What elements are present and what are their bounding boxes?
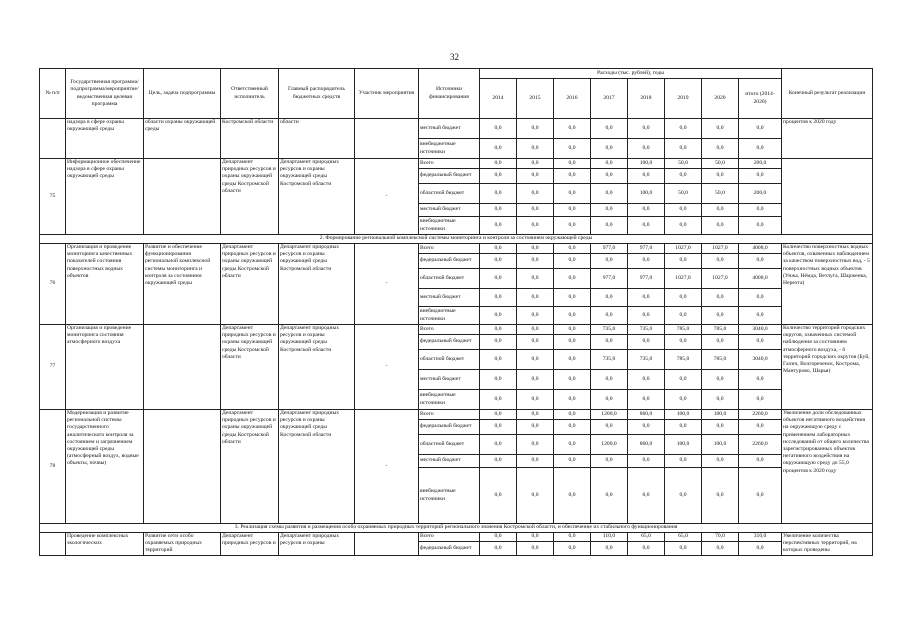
amount-cell: 0,0 (739, 139, 782, 159)
manager-cell: Департамент природных ресурсов и охраны окружающей среды Костромской области (279, 410, 355, 524)
amount-cell: 0,0 (480, 244, 517, 254)
col-header-year: 2017 (591, 79, 628, 119)
amount-cell: 0,0 (628, 370, 665, 390)
amount-cell: 0,0 (480, 542, 517, 556)
amount-cell: 0,0 (665, 335, 702, 350)
amount-cell: 0,0 (480, 184, 517, 204)
amount-cell: 0,0 (591, 370, 628, 390)
source-label: федеральный бюджет (419, 335, 480, 350)
amount-cell: 0,0 (554, 325, 591, 335)
amount-cell: 50,0 (702, 184, 739, 204)
amount-cell: 0,0 (554, 184, 591, 204)
amount-cell: 0,0 (517, 335, 554, 350)
amount-cell: 0,0 (591, 184, 628, 204)
amount-cell: 65,0 (628, 533, 665, 542)
responsible-cell: Департамент природных ресурсов и (221, 533, 279, 556)
source-label: Всего (419, 159, 480, 169)
amount-cell: 977,0 (628, 244, 665, 254)
goal-cell: области охраны окружающей среды (144, 119, 221, 159)
amount-cell: 0,0 (628, 542, 665, 556)
amount-cell: 735,0 (628, 350, 665, 370)
amount-cell: 0,0 (628, 119, 665, 139)
amount-cell: 0,0 (517, 169, 554, 184)
responsible-cell: Департамент природных ресурсов и охраны окружающей среды Костромской области (221, 244, 279, 325)
program-cell: Информационное обеспечение надзора в сфере охраны окружающей среды (66, 159, 144, 235)
amount-cell: 0,0 (591, 335, 628, 350)
amount-cell: 50,0 (665, 184, 702, 204)
amount-cell: 0,0 (517, 468, 554, 524)
goal-cell (144, 159, 221, 235)
amount-cell: 0,0 (554, 254, 591, 269)
source-label: областной бюджет (419, 435, 480, 455)
amount-cell: 0,0 (739, 455, 782, 468)
amount-cell: 735,0 (628, 325, 665, 335)
amount-cell: 0,0 (554, 139, 591, 159)
source-label: федеральный бюджет (419, 254, 480, 269)
manager-cell: Департамент природных ресурсов и охраны окружающей среды Костромской области (279, 325, 355, 410)
amount-cell: 0,0 (554, 289, 591, 307)
amount-cell: 0,0 (480, 119, 517, 139)
amount-cell: 0,0 (739, 204, 782, 217)
amount-cell: 860,0 (628, 435, 665, 455)
row-number: 78 (40, 410, 66, 524)
amount-cell: 0,0 (517, 244, 554, 254)
amount-cell: 0,0 (480, 325, 517, 335)
amount-cell: 0,0 (480, 335, 517, 350)
amount-cell: 1200,0 (591, 435, 628, 455)
amount-cell: 0,0 (702, 455, 739, 468)
amount-cell: 4008,0 (739, 244, 782, 254)
amount-cell: 0,0 (628, 217, 665, 235)
amount-cell: 0,0 (665, 307, 702, 325)
source-label: федеральный бюджет (419, 420, 480, 435)
amount-cell: 0,0 (628, 139, 665, 159)
result-cell: процентов к 2020 году (782, 119, 873, 159)
amount-cell: 0,0 (517, 390, 554, 410)
page-number: 32 (450, 52, 459, 62)
amount-cell: 0,0 (591, 119, 628, 139)
amount-cell: 0,0 (591, 455, 628, 468)
amount-cell: 0,0 (665, 139, 702, 159)
amount-cell: 785,0 (665, 350, 702, 370)
amount-cell: 0,0 (517, 435, 554, 455)
amount-cell: 735,0 (591, 350, 628, 370)
amount-cell: 0,0 (554, 390, 591, 410)
col-header-year: 2016 (554, 79, 591, 119)
source-label: местный бюджет (419, 455, 480, 468)
amount-cell: 0,0 (739, 335, 782, 350)
amount-cell: 0,0 (554, 455, 591, 468)
amount-cell: 0,0 (554, 533, 591, 542)
amount-cell: 0,0 (739, 289, 782, 307)
amount-cell: 0,0 (517, 420, 554, 435)
amount-cell: 0,0 (665, 390, 702, 410)
amount-cell: 0,0 (665, 254, 702, 269)
amount-cell: 0,0 (480, 217, 517, 235)
amount-cell: 0,0 (591, 420, 628, 435)
amount-cell: 0,0 (554, 335, 591, 350)
amount-cell: 0,0 (702, 119, 739, 139)
col-header-year: 2015 (517, 79, 554, 119)
amount-cell: 1027,0 (702, 244, 739, 254)
amount-cell: 0,0 (517, 350, 554, 370)
source-label: местный бюджет (419, 204, 480, 217)
amount-cell: 0,0 (739, 370, 782, 390)
col-header-total: итого (2014-2020) (739, 79, 782, 119)
amount-cell: 0,0 (554, 468, 591, 524)
amount-cell: 0,0 (554, 542, 591, 556)
amount-cell: 0,0 (517, 217, 554, 235)
amount-cell: 0,0 (480, 468, 517, 524)
amount-cell: 0,0 (665, 204, 702, 217)
result-cell: Увеличение количества перспективных территорий, на которых проведены (782, 533, 873, 556)
amount-cell: 0,0 (554, 217, 591, 235)
amount-cell: 0,0 (517, 325, 554, 335)
col-header-result: Конечный результат реализации (782, 69, 873, 119)
source-label: Всего (419, 410, 480, 420)
amount-cell: 70,0 (702, 533, 739, 542)
section-title: 3. Реализация схемы развития и размещения особо охраняемых природных территорий регионального значения Костромской области, и обеспечение их стабильного функционирования (40, 524, 873, 533)
amount-cell: 0,0 (554, 420, 591, 435)
source-label: Всего (419, 533, 480, 542)
amount-cell: 100,0 (665, 435, 702, 455)
program-cell: Модернизация и развитие региональной системы государственного аналитического контроля за состоянием и загрязнением окружающей среды (атмосферный воздух, водные объекты, почвы) (66, 410, 144, 524)
amount-cell: 0,0 (702, 335, 739, 350)
source-label: федеральный бюджет (419, 169, 480, 184)
amount-cell: 0,0 (702, 420, 739, 435)
manager-cell: Департамент природных ресурсов и охраны окружающей среды Костромской области (279, 244, 355, 325)
program-cell: Организация и проведение мониторинга качественных показателей состояния поверхностных водных объектов (66, 244, 144, 325)
amount-cell: 0,0 (517, 542, 554, 556)
table-row (40, 159, 873, 169)
manager-cell: Департамент природных ресурсов и охраны (279, 533, 355, 556)
amount-cell: 0,0 (739, 254, 782, 269)
amount-cell: 65,0 (665, 533, 702, 542)
amount-cell: 0,0 (628, 335, 665, 350)
participant-cell: - (355, 325, 419, 410)
amount-cell: 0,0 (628, 420, 665, 435)
amount-cell: 100,0 (665, 410, 702, 420)
amount-cell: 0,0 (554, 435, 591, 455)
amount-cell: 0,0 (591, 139, 628, 159)
amount-cell: 0,0 (702, 542, 739, 556)
table-row (40, 244, 873, 254)
amount-cell: 0,0 (591, 468, 628, 524)
responsible-cell: Департамент природных ресурсов и охраны окружающей среды Костромской области (221, 325, 279, 410)
amount-cell: 785,0 (702, 350, 739, 370)
amount-cell: 0,0 (517, 307, 554, 325)
amount-cell: 0,0 (628, 204, 665, 217)
amount-cell: 0,0 (739, 420, 782, 435)
col-header-program: Государственная программа/подпрограмма/мероприятие/ведомственная целевая программа (66, 69, 144, 119)
responsible-cell: Костромской области (221, 119, 279, 159)
amount-cell: 200,0 (739, 159, 782, 169)
source-label: областной бюджет (419, 350, 480, 370)
empty-cell (40, 119, 66, 159)
table-row (40, 533, 873, 542)
result-cell: Количество поверхностных водных объектов, охваченных наблюдением за качеством поверхностных вод, - 5 поверхностных водных объектов (Унжа, Нёмда, Ветлуга, Шарженка, Нерехта) (782, 244, 873, 325)
amount-cell: 0,0 (665, 169, 702, 184)
goal-cell (144, 410, 221, 524)
amount-cell: 0,0 (517, 410, 554, 420)
amount-cell: 0,0 (517, 269, 554, 289)
amount-cell: 860,0 (628, 410, 665, 420)
amount-cell: 3040,0 (739, 325, 782, 335)
amount-cell: 0,0 (591, 254, 628, 269)
row-number: 76 (40, 244, 66, 325)
amount-cell: 0,0 (480, 139, 517, 159)
amount-cell: 0,0 (480, 370, 517, 390)
amount-cell: 0,0 (554, 307, 591, 325)
amount-cell: 0,0 (480, 159, 517, 169)
amount-cell: 0,0 (554, 350, 591, 370)
amount-cell: 100,0 (628, 159, 665, 169)
amount-cell: 0,0 (739, 169, 782, 184)
responsible-cell: Департамент природных ресурсов и охраны окружающей среды Костромской области (221, 159, 279, 235)
participant-cell: - (355, 410, 419, 524)
amount-cell: 0,0 (739, 542, 782, 556)
source-label: внебюджетные источники (419, 139, 480, 159)
amount-cell: 0,0 (739, 119, 782, 139)
amount-cell: 0,0 (628, 390, 665, 410)
col-header-year: 2020 (702, 79, 739, 119)
amount-cell: 0,0 (591, 204, 628, 217)
row-number: 75 (40, 159, 66, 235)
amount-cell: 0,0 (628, 455, 665, 468)
program-cell: Проведение комплексных экологических (66, 533, 144, 556)
col-header-responsible: Ответственный исполнитель (221, 69, 279, 119)
amount-cell: 977,0 (591, 269, 628, 289)
amount-cell: 0,0 (480, 269, 517, 289)
amount-cell: 110,0 (591, 533, 628, 542)
amount-cell: 0,0 (517, 119, 554, 139)
amount-cell: 0,0 (480, 420, 517, 435)
amount-cell: 785,0 (665, 325, 702, 335)
amount-cell: 0,0 (517, 455, 554, 468)
amount-cell: 977,0 (628, 269, 665, 289)
amount-cell: 0,0 (702, 139, 739, 159)
amount-cell: 0,0 (739, 217, 782, 235)
section-row (40, 524, 873, 533)
amount-cell: 100,0 (702, 410, 739, 420)
result-cell (782, 159, 873, 235)
col-header-year: 2014 (480, 79, 517, 119)
amount-cell: 0,0 (665, 217, 702, 235)
amount-cell: 0,0 (517, 370, 554, 390)
amount-cell: 100,0 (628, 184, 665, 204)
amount-cell: 0,0 (517, 254, 554, 269)
amount-cell: 0,0 (702, 217, 739, 235)
amount-cell: 0,0 (480, 435, 517, 455)
col-header-goal: Цель, задача подпрограммы (144, 69, 221, 119)
amount-cell: 4008,0 (739, 269, 782, 289)
source-label: федеральный бюджет (419, 542, 480, 556)
amount-cell: 50,0 (702, 159, 739, 169)
amount-cell: 0,0 (665, 370, 702, 390)
amount-cell: 0,0 (702, 307, 739, 325)
amount-cell: 0,0 (554, 370, 591, 390)
amount-cell: 0,0 (591, 289, 628, 307)
table-row (40, 119, 873, 139)
amount-cell: 1200,0 (591, 410, 628, 420)
amount-cell: 1027,0 (702, 269, 739, 289)
amount-cell: 0,0 (554, 159, 591, 169)
amount-cell: 0,0 (517, 289, 554, 307)
amount-cell: 1027,0 (665, 269, 702, 289)
goal-cell: Развитие и обеспечение функционирования региональной комплексной системы мониторинга и контроля за состоянием окружающей среды (144, 244, 221, 325)
amount-cell: 0,0 (702, 370, 739, 390)
amount-cell: 1027,0 (665, 244, 702, 254)
participant-cell: - (355, 244, 419, 325)
col-header-sources: Источники финансирования (419, 69, 480, 119)
responsible-cell: Департамент природных ресурсов и охраны окружающей среды Костромской области (221, 410, 279, 524)
amount-cell: 0,0 (480, 204, 517, 217)
budget-table (39, 68, 873, 556)
source-label: областной бюджет (419, 269, 480, 289)
amount-cell: 0,0 (480, 254, 517, 269)
source-label: местный бюджет (419, 289, 480, 307)
amount-cell: 0,0 (702, 468, 739, 524)
amount-cell: 0,0 (517, 184, 554, 204)
amount-cell: 0,0 (702, 204, 739, 217)
program-cell: Организация и проведение мониторинга состояния атмосферного воздуха (66, 325, 144, 410)
amount-cell: 0,0 (554, 169, 591, 184)
amount-cell: 0,0 (554, 269, 591, 289)
amount-cell: 735,0 (591, 325, 628, 335)
amount-cell: 0,0 (665, 455, 702, 468)
source-label: местный бюджет (419, 370, 480, 390)
amount-cell: 0,0 (665, 468, 702, 524)
goal-cell: Развитие сети особо охраняемых природных территорий (144, 533, 221, 556)
participant-cell: - (355, 159, 419, 235)
amount-cell: 0,0 (739, 390, 782, 410)
amount-cell: 0,0 (665, 420, 702, 435)
amount-cell: 0,0 (554, 119, 591, 139)
amount-cell: 0,0 (702, 169, 739, 184)
amount-cell: 0,0 (591, 307, 628, 325)
result-cell: Увеличение доли обследованных объектов негативного воздействия на окружающую среду с применением лабораторных исследований от общего количества зарегистрированных объектов негативного воздействия на окружающую среду до 55,0 процентов к 2020 году (782, 410, 873, 524)
amount-cell: 0,0 (480, 533, 517, 542)
col-header-year: 2019 (665, 79, 702, 119)
amount-cell: 0,0 (517, 139, 554, 159)
amount-cell: 0,0 (739, 468, 782, 524)
amount-cell: 200,0 (739, 184, 782, 204)
empty-cell (355, 533, 419, 556)
amount-cell: 0,0 (591, 169, 628, 184)
amount-cell: 0,0 (591, 390, 628, 410)
amount-cell: 977,0 (591, 244, 628, 254)
amount-cell: 0,0 (628, 307, 665, 325)
source-label: внебюджетные источники (419, 468, 480, 524)
source-label: Всего (419, 244, 480, 254)
col-header-year: 2018 (628, 79, 665, 119)
amount-cell: 3040,0 (739, 350, 782, 370)
amount-cell: 50,0 (665, 159, 702, 169)
amount-cell: 0,0 (480, 289, 517, 307)
program-cell: надзора в сфере охраны окружающей среды (66, 119, 144, 159)
empty-cell (40, 533, 66, 556)
amount-cell: 0,0 (702, 289, 739, 307)
amount-cell: 0,0 (554, 244, 591, 254)
amount-cell: 0,0 (517, 533, 554, 542)
amount-cell: 0,0 (517, 159, 554, 169)
amount-cell: 2260,0 (739, 435, 782, 455)
source-label: внебюджетные источники (419, 307, 480, 325)
amount-cell: 0,0 (628, 289, 665, 307)
empty-cell (355, 119, 419, 159)
amount-cell: 0,0 (739, 307, 782, 325)
amount-cell: 0,0 (480, 410, 517, 420)
amount-cell: 0,0 (628, 254, 665, 269)
col-header-no: № п/п (40, 69, 66, 119)
source-label: Всего (419, 325, 480, 335)
col-header-participant: Участник мероприятия (355, 69, 419, 119)
amount-cell: 0,0 (591, 159, 628, 169)
amount-cell: 0,0 (628, 468, 665, 524)
amount-cell: 0,0 (480, 455, 517, 468)
amount-cell: 0,0 (665, 542, 702, 556)
table-row (40, 410, 873, 420)
col-header-expenses: Расходы (тыс. рублей), годы (480, 69, 782, 79)
amount-cell: 0,0 (628, 169, 665, 184)
amount-cell: 0,0 (480, 390, 517, 410)
amount-cell: 100,0 (702, 435, 739, 455)
row-number: 77 (40, 325, 66, 410)
amount-cell: 0,0 (480, 169, 517, 184)
manager-cell: области (279, 119, 355, 159)
section-title: 2. Формирование региональной комплексной системы мониторинга и контроля за состоянием окружающей среды (40, 235, 873, 244)
amount-cell: 0,0 (665, 119, 702, 139)
source-label: внебюджетные источники (419, 390, 480, 410)
amount-cell: 0,0 (517, 204, 554, 217)
result-cell: Количество территорий городских округов, охваченных системой наблюдения за состоянием атмосферного воздуха, - 6 территорий городских округов (Буй, Галич, Волгореченск, Кострома, Мантурово, Шарья) (782, 325, 873, 410)
amount-cell: 0,0 (665, 289, 702, 307)
amount-cell: 0,0 (702, 254, 739, 269)
source-label: внебюджетные источники (419, 217, 480, 235)
amount-cell: 0,0 (591, 542, 628, 556)
amount-cell: 0,0 (554, 410, 591, 420)
amount-cell: 0,0 (480, 350, 517, 370)
manager-cell: Департамент природных ресурсов и охраны окружающей среды Костромской области (279, 159, 355, 235)
amount-cell: 0,0 (702, 390, 739, 410)
section-row (40, 235, 873, 244)
amount-cell: 310,0 (739, 533, 782, 542)
amount-cell: 0,0 (591, 217, 628, 235)
source-label: местный бюджет (419, 119, 480, 139)
table-row (40, 325, 873, 335)
goal-cell (144, 325, 221, 410)
amount-cell: 0,0 (480, 307, 517, 325)
amount-cell: 785,0 (702, 325, 739, 335)
source-label: областной бюджет (419, 184, 480, 204)
col-header-manager: Главный распорядитель бюджетных средств (279, 69, 355, 119)
amount-cell: 2260,0 (739, 410, 782, 420)
amount-cell: 0,0 (554, 204, 591, 217)
